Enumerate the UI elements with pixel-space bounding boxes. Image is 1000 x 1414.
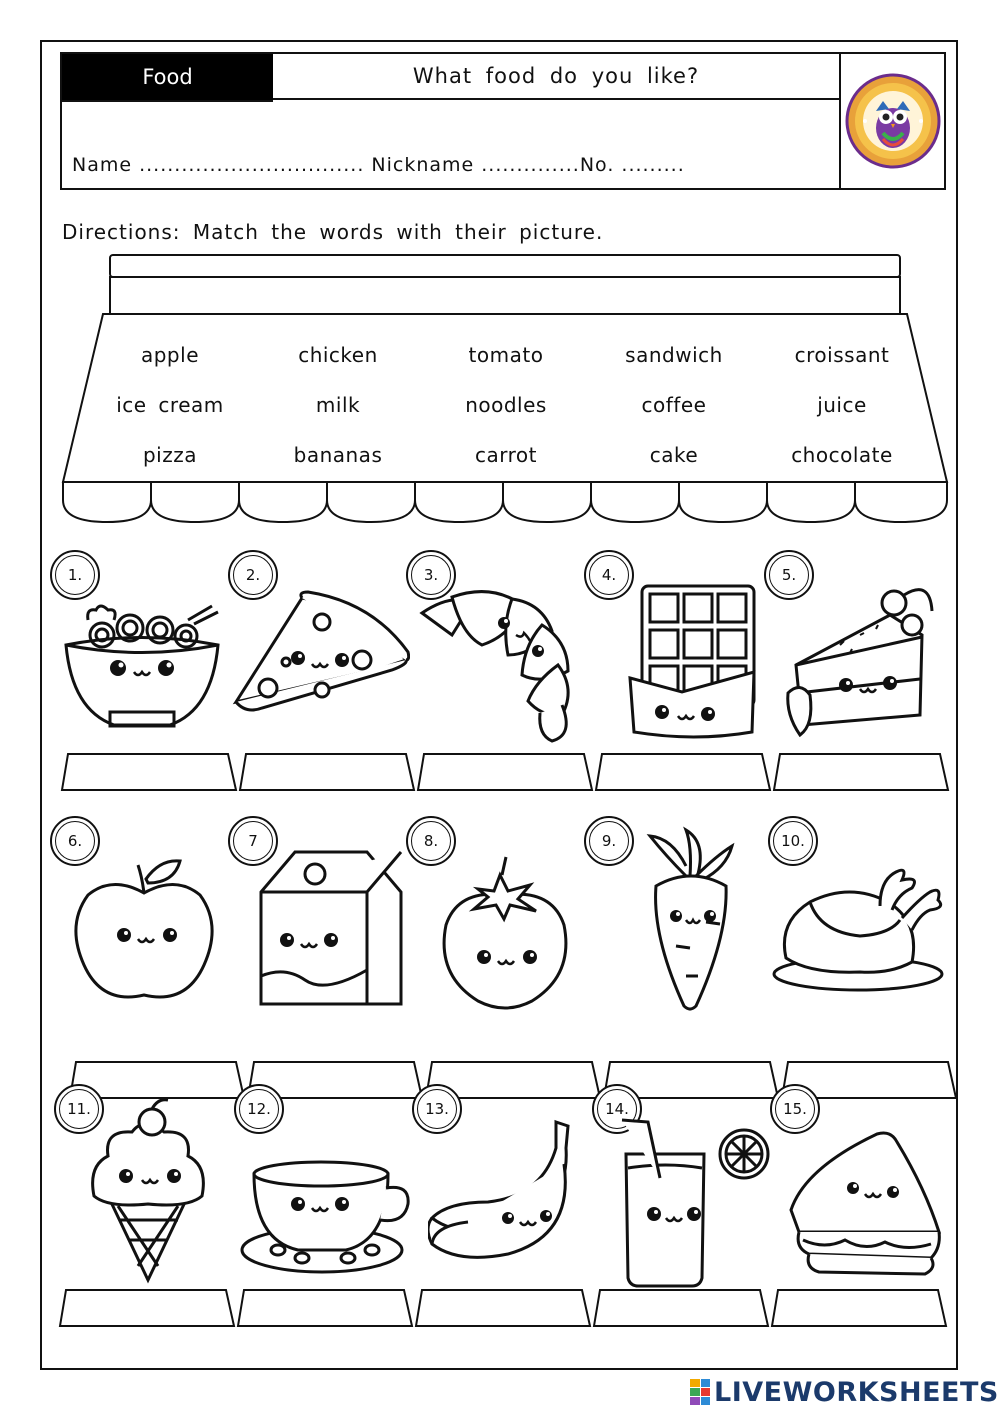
word-bank-row (60, 430, 950, 480)
item-number: 11. (54, 1084, 104, 1134)
word-option: juice (817, 393, 867, 417)
name-line: Name ................................ Nickname ..............No. ......... (72, 154, 685, 176)
word-option: milk (315, 393, 361, 417)
noodles-bowl-icon (62, 600, 222, 735)
answer-box[interactable] (58, 1288, 236, 1328)
answer-box[interactable] (414, 1288, 592, 1328)
word-option: apple (140, 343, 199, 367)
word-option: sandwich (625, 343, 723, 367)
ice-cream-cone-icon (88, 1096, 208, 1286)
item-number: 14. (592, 1084, 642, 1134)
milk-carton-icon (255, 848, 405, 1013)
answer-box[interactable] (60, 752, 238, 792)
item-number: 7 (228, 816, 278, 866)
answer-box[interactable] (592, 1288, 770, 1328)
roast-chicken-icon (770, 862, 945, 997)
pizza-slice-icon (232, 590, 410, 720)
word-option: chocolate (791, 443, 893, 467)
logo-cell (839, 54, 944, 188)
word-option: ice cream (116, 393, 224, 417)
word-bank (60, 330, 950, 480)
answer-box[interactable] (594, 752, 772, 792)
tomato-icon (438, 855, 573, 1015)
item-number: 6. (50, 816, 100, 866)
word-option: pizza (142, 443, 197, 467)
item-number: 5. (764, 550, 814, 600)
item-number: 4. (584, 550, 634, 600)
directions-text: Directions: Match the words with their picture. (62, 220, 604, 244)
owl-logo-icon (845, 73, 941, 169)
answer-box[interactable] (772, 752, 950, 792)
answer-box[interactable] (770, 1288, 948, 1328)
item-number: 3. (406, 550, 456, 600)
answer-box[interactable] (238, 752, 416, 792)
word-bank-row (60, 330, 950, 380)
item-number: 12. (234, 1084, 284, 1134)
bananas-icon (428, 1118, 578, 1268)
item-number: 8. (406, 816, 456, 866)
item-number: 15. (770, 1084, 820, 1134)
answer-box[interactable] (236, 1288, 414, 1328)
juice-glass-icon (618, 1118, 778, 1288)
coffee-cup-icon (238, 1158, 413, 1278)
item-number: 2. (228, 550, 278, 600)
word-option: chicken (298, 343, 378, 367)
item-number: 9. (584, 816, 634, 866)
answer-box[interactable] (416, 752, 594, 792)
topic-label: Food (62, 54, 273, 100)
sandwich-icon (785, 1128, 945, 1278)
worksheet-question: What food do you like? (273, 54, 839, 100)
word-option: coffee (641, 393, 707, 417)
liveworksheets-brand (690, 1376, 999, 1408)
croissant-icon (412, 585, 582, 745)
word-option: cake (649, 443, 699, 467)
word-option: carrot (475, 443, 537, 467)
brand-name: LIVEWORKSHEETS (714, 1376, 999, 1408)
word-bank-row (60, 380, 950, 430)
item-number: 1. (50, 550, 100, 600)
item-number: 13. (412, 1084, 462, 1134)
worksheet-header (60, 52, 946, 190)
word-option: bananas (293, 443, 383, 467)
carrot-icon (636, 826, 746, 1016)
liveworksheets-logo-icon (690, 1379, 710, 1405)
item-number: 10. (768, 816, 818, 866)
word-option: tomato (468, 343, 544, 367)
cake-slice-icon (780, 575, 940, 745)
word-option: croissant (794, 343, 890, 367)
chocolate-bar-icon (624, 582, 764, 742)
apple-icon (72, 855, 217, 1005)
word-option: noodles (465, 393, 547, 417)
